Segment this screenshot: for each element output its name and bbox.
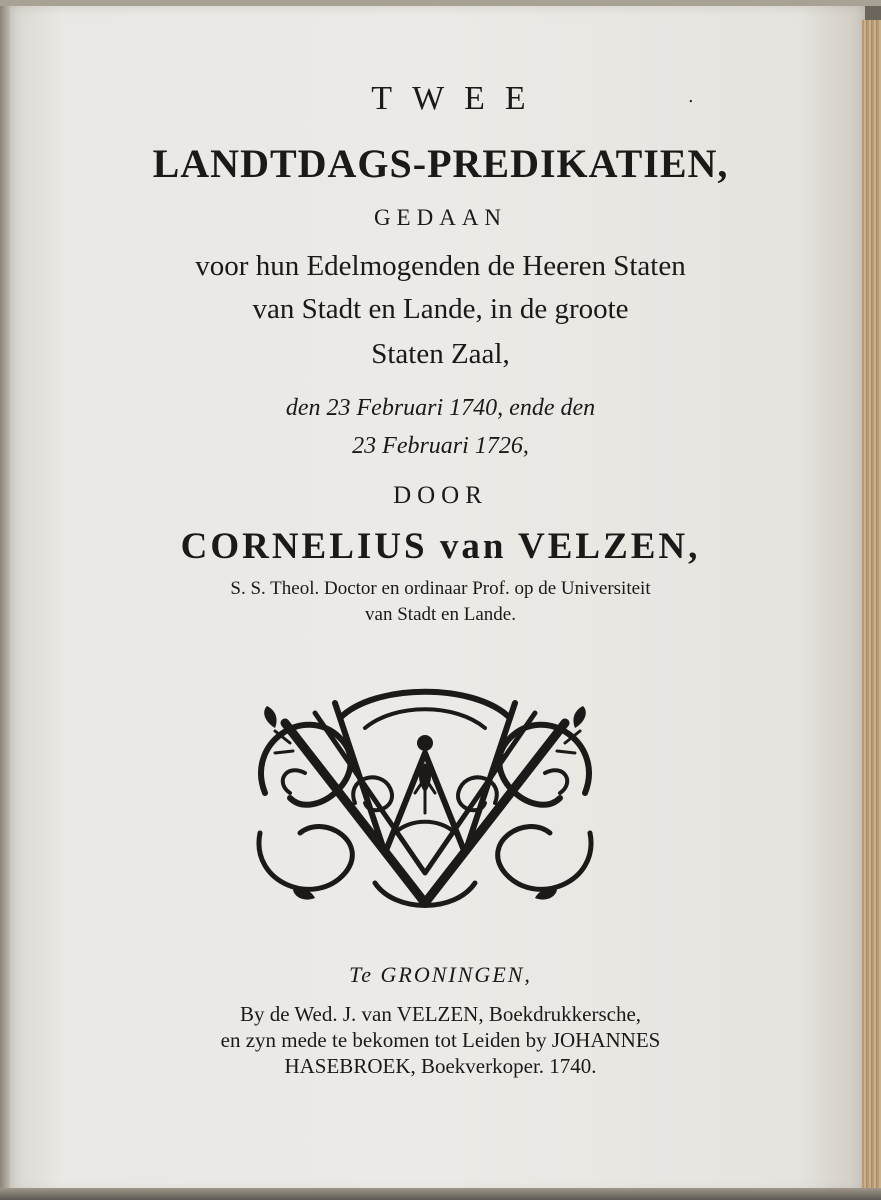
- author-title-line-1: S. S. Theol. Doctor en ordinaar Prof. op de Universiteit: [230, 578, 651, 599]
- title-line-twee: [0, 80, 881, 118]
- author-title-line-2: van Stadt en Lande.: [365, 604, 516, 625]
- imprint-place: Te GRONINGEN,: [349, 962, 532, 987]
- imprint-line-1: By de Wed. J. van VELZEN, Boekdrukkersche,: [239, 1002, 642, 1026]
- date-line-2: 23 Februari 1726,: [352, 433, 529, 459]
- title-gedaan: GEDAAN: [373, 205, 508, 230]
- title-main: LANDTDAGS-PREDIKATIEN,: [152, 141, 729, 186]
- monogram-ornament-icon: [245, 683, 605, 923]
- book-top-edge: [0, 0, 881, 6]
- imprint-line-2: en zyn mede te bekomen tot Leiden by JOHANNES: [220, 1028, 661, 1052]
- dedication-line-1: voor hun Edelmogenden de Heeren Staten: [195, 250, 686, 282]
- door-label: DOOR: [393, 482, 488, 509]
- dedication-line-3: Staten Zaal,: [371, 338, 510, 370]
- author-name: CORNELIUS van VELZEN,: [180, 526, 701, 567]
- dedication-line-2: van Stadt en Lande, in de groote: [252, 293, 629, 325]
- imprint-line-3: HASEBROEK, Boekverkoper. 1740.: [284, 1054, 597, 1078]
- book-bottom-edge: [0, 1188, 881, 1200]
- title-word-twee: TWEE: [371, 80, 546, 117]
- title-line-dot: .: [688, 86, 694, 107]
- date-line-1: den 23 Februari 1740, ende den: [285, 395, 596, 421]
